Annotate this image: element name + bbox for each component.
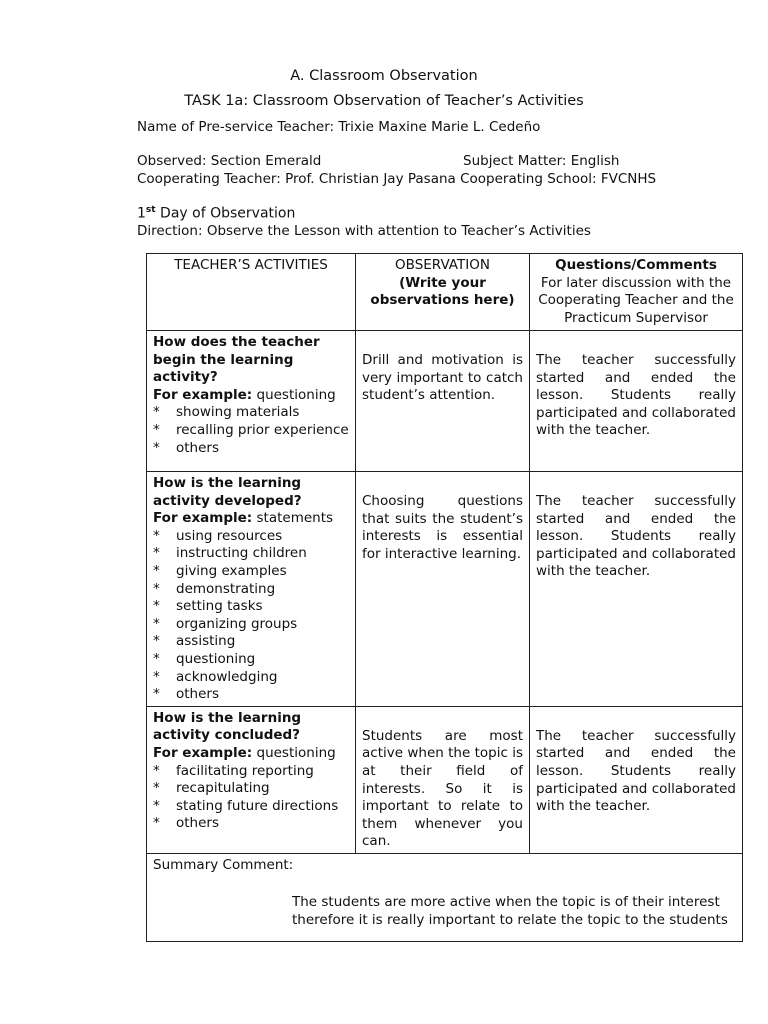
task-title: TASK 1a: Classroom Observation of Teacher’s Activities xyxy=(184,93,584,109)
header-questions-title: Questions/Comments xyxy=(555,257,717,273)
list-item: * questioning xyxy=(153,651,349,669)
observation-table xyxy=(146,253,743,942)
activity-cell xyxy=(147,706,356,853)
example-line xyxy=(153,745,349,763)
list-item: * giving examples xyxy=(153,563,349,581)
observed-section: Observed: Section Emerald xyxy=(137,153,322,169)
example-first: questioning xyxy=(252,744,336,761)
activity-question: How does the teacher begin the learning activity? xyxy=(153,334,320,386)
example-line xyxy=(153,510,349,528)
example-list xyxy=(153,528,349,704)
day-heading xyxy=(137,205,295,222)
summary-row xyxy=(147,853,743,941)
list-item: * setting tasks xyxy=(153,598,349,616)
activity-question: How is the learning activity developed? xyxy=(153,475,302,509)
list-item: * recapitulating xyxy=(153,780,349,798)
direction-line: Direction: Observe the Lesson with attention to Teacher’s Activities xyxy=(137,223,591,239)
header-observation-note: (Write your observations here) xyxy=(370,274,515,309)
list-item: * acknowledging xyxy=(153,669,349,687)
comment-cell: The teacher successfully started and ended the lesson. Students really participated and collaborated with the teacher. xyxy=(530,706,743,853)
summary-text xyxy=(153,894,736,929)
example-label: For example: xyxy=(153,386,253,403)
table-header-row xyxy=(147,254,743,331)
comment-cell: The teacher successfully started and ended the lesson. Students really participated and collaborated with the teacher. xyxy=(530,331,743,472)
list-item: * assisting xyxy=(153,633,349,651)
section-title: A. Classroom Observation xyxy=(290,68,478,84)
observation-cell: Students are most active when the topic is at their field of interests. So it is important to relate to them whenever you can. xyxy=(356,706,530,853)
example-line xyxy=(153,387,349,405)
list-item: * instructing children xyxy=(153,545,349,563)
table-row xyxy=(147,706,743,853)
example-label: For example: xyxy=(153,744,253,761)
header-questions xyxy=(530,254,743,331)
list-item: * others xyxy=(153,815,349,833)
example-label: For example: xyxy=(153,510,253,527)
comment-cell: The teacher successfully started and ended the lesson. Students really participated and collaborated with the teacher. xyxy=(530,472,743,707)
example-list xyxy=(153,404,349,457)
list-item: * demonstrating xyxy=(153,581,349,599)
observation-cell: Choosing questions that suits the student’s interests is essential for interactive learning. xyxy=(356,472,530,707)
list-item: * showing materials xyxy=(153,404,349,422)
list-item: * others xyxy=(153,686,349,704)
summary-label: Summary Comment: xyxy=(153,856,294,873)
list-item: * organizing groups xyxy=(153,616,349,634)
list-item: * recalling prior experience xyxy=(153,422,349,440)
activity-cell xyxy=(147,331,356,472)
example-first: statements xyxy=(252,510,334,527)
day-number: 1 xyxy=(137,205,146,222)
summary-line-1: The students are more active when the topic is of their interest xyxy=(292,894,720,911)
header-questions-note: For later discussion with the Cooperating Teacher and the Practicum Supervisor xyxy=(538,274,734,326)
list-item: * stating future directions xyxy=(153,798,349,816)
observation-cell: Drill and motivation is very important to catch student’s attention. xyxy=(356,331,530,472)
header-observation-title: OBSERVATION xyxy=(395,257,490,273)
day-suffix: st xyxy=(145,205,156,215)
teacher-name-line: Name of Pre-service Teacher: Trixie Maxine Marie L. Cedeño xyxy=(137,119,541,135)
header-observation xyxy=(356,254,530,331)
summary-cell xyxy=(147,853,743,941)
list-item: * others xyxy=(153,440,349,458)
cooperating-line: Cooperating Teacher: Prof. Christian Jay Pasana Cooperating School: FVCNHS xyxy=(137,171,657,187)
activity-question: How is the learning activity concluded? xyxy=(153,709,302,744)
list-item: * using resources xyxy=(153,528,349,546)
table-row xyxy=(147,331,743,472)
example-first: questioning xyxy=(252,386,336,403)
activity-cell xyxy=(147,472,356,707)
example-list xyxy=(153,763,349,833)
list-item: * facilitating reporting xyxy=(153,763,349,781)
subject-matter: Subject Matter: English xyxy=(463,153,620,169)
header-activities: TEACHER’S ACTIVITIES xyxy=(147,254,356,331)
table-row xyxy=(147,472,743,707)
summary-line-2: therefore it is really important to relate the topic to the students xyxy=(292,912,728,929)
day-label: Day of Observation xyxy=(155,205,296,222)
